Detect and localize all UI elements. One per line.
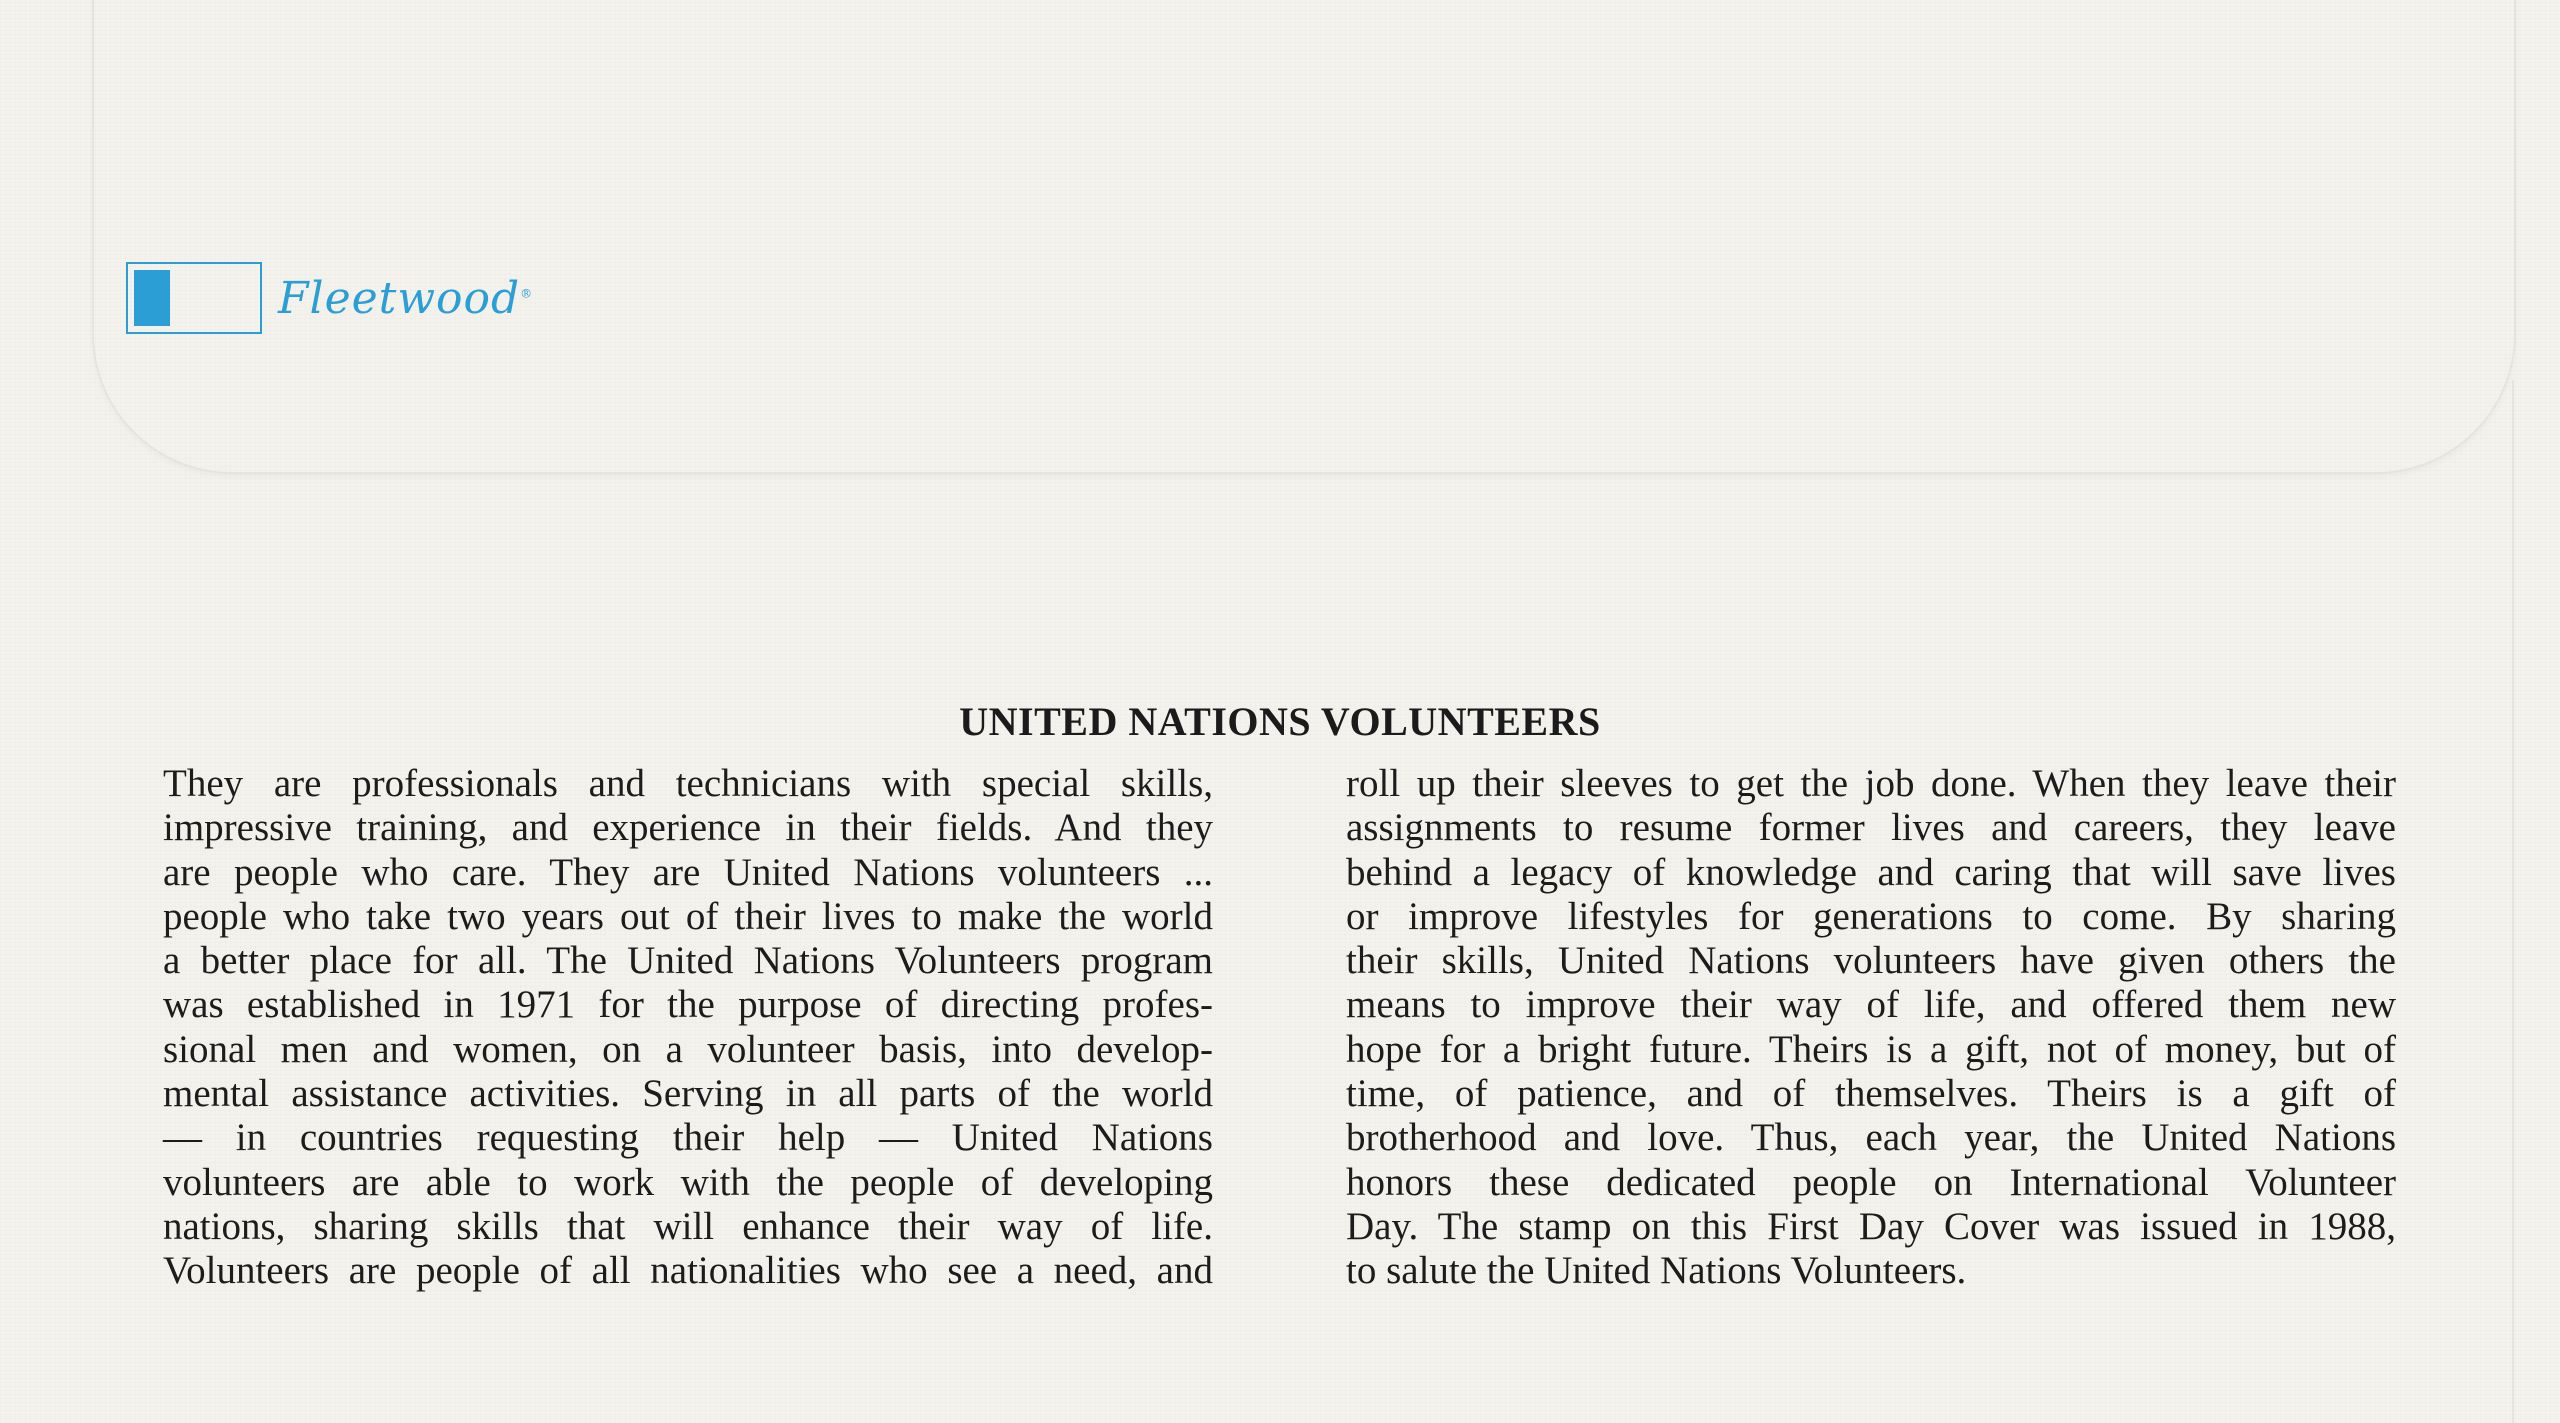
text-line: a better place for all. The United Nations Volunteers program [163,939,1213,983]
text-line: mental assistance activities. Serving in all parts of the world [163,1072,1213,1116]
text-line: to salute the United Nations Volunteers. [1346,1249,1967,1293]
text-line: nations, sharing skills that will enhance their way of life. [163,1204,1213,1248]
logo-wordmark-text: Fleetwood [278,272,521,324]
text-line: was established in 1971 for the purpose of directing profes- [163,983,1213,1027]
text-line: impressive training, and experience in their fields. And they [163,806,1213,850]
text-line: Volunteers are people of all nationalities who see a need, and [163,1249,1213,1293]
text-line: behind a legacy of knowledge and caring that will save lives [1346,850,2396,894]
text-line: brotherhood and love. Thus, each year, the United Nations [1346,1116,2396,1160]
text-line: They are professionals and technicians with special skills, [163,762,1213,805]
logo-wordmark [278,273,533,324]
text-line: time, of patience, and of themselves. Theirs is a gift of [1346,1072,2396,1116]
text-line: means to improve their way of life, and offered them new [1346,983,2396,1027]
logo-mark [126,262,262,334]
logo-registered-mark: ® [520,285,534,300]
text-line: roll up their sleeves to get the job done. When they leave their [1346,762,2396,805]
text-line: assignments to resume former lives and careers, they leave [1346,806,2396,850]
text-line: sional men and women, on a volunteer basis, into develop- [163,1027,1213,1071]
text-line: people who take two years out of their lives to make the world [163,894,1213,938]
envelope-edge [2512,380,2514,1423]
text-line: are people who care. They are United Nations volunteers ... [163,850,1213,894]
article-column-right [1346,762,2396,1294]
text-line: or improve lifestyles for generations to come. By sharing [1346,894,2396,938]
article-title: UNITED NATIONS VOLUNTEERS [959,699,1601,744]
text-line: volunteers are able to work with the people of developing [163,1160,1213,1204]
envelope-flap [92,0,2516,474]
logo-mark-fill [134,270,170,326]
text-line: hope for a bright future. Theirs is a gift, not of money, but of [1346,1027,2396,1071]
text-line: honors these dedicated people on International Volunteer [1346,1160,2396,1204]
text-line: — in countries requesting their help — United Nations [163,1116,1213,1160]
article-column-left [163,762,1213,1294]
fleetwood-logo [126,262,533,334]
text-line: Day. The stamp on this First Day Cover was issued in 1988, [1346,1204,2396,1248]
text-line: their skills, United Nations volunteers have given others the [1346,939,2396,983]
